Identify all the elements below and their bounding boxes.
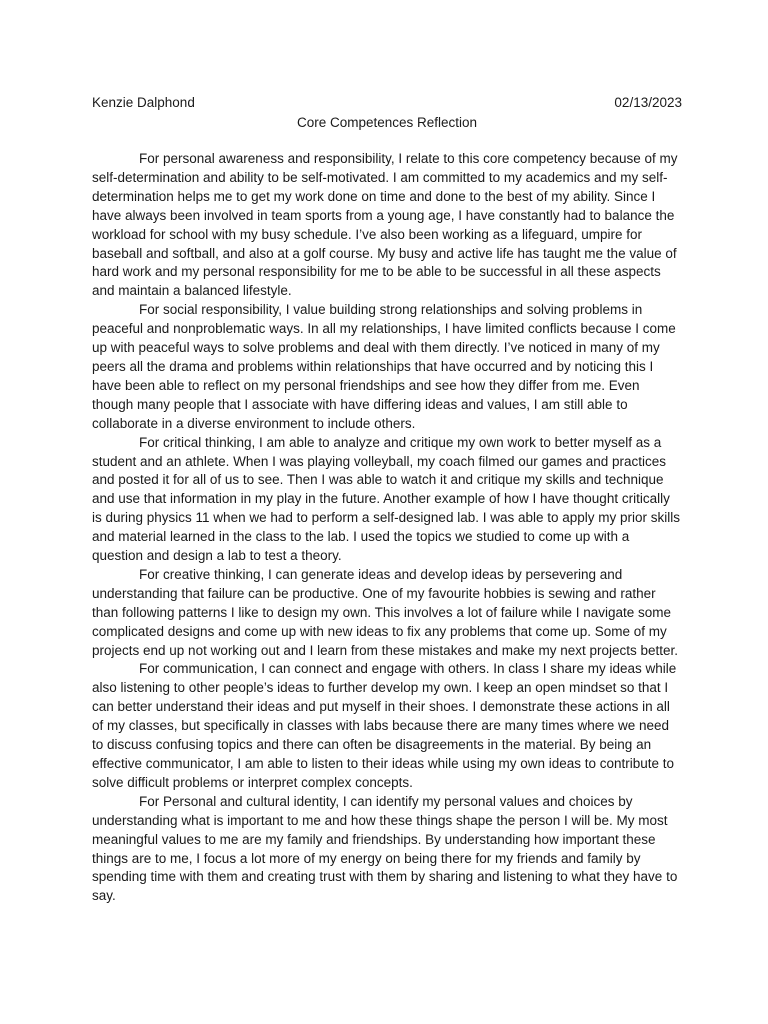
- author-name: Kenzie Dalphond: [92, 95, 195, 110]
- document-title: Core Competences Reflection: [296, 115, 478, 130]
- paragraph-communication: For communication, I can connect and engage with others. In class I share my ideas while also listening to other people’s ideas to further develop my own. I keep an open mindset so that I can better understand their ideas and put myself in their shoes. I demonstrate these actions in all of my classes, but specifically in classes with labs because there are many times where we need to discuss confusing topics and there can often be disagreements in the material. By being an effective communicator, I am able to listen to their ideas while using my own ideas to contribute to solve difficult problems or interpret complex concepts.: [92, 661, 677, 790]
- document-header: [92, 93, 682, 113]
- paragraph-personal-awareness: For personal awareness and responsibility, I relate to this core competency because of my self-determination and ability to be self-motivated. I am committed to my academics and my self-determination helps me to get my work done on time and done to the best of my ability. Since I have always been involved in team sports from a young age, I have constantly had to balance the workload for school with my busy schedule. I’ve also been working as a lifeguard, umpire for baseball and softball, and also at a golf course. My busy and active life has taught me the value of hard work and my personal responsibility for me to be able to be successful in all these aspects and maintain a balanced lifestyle.: [92, 151, 678, 299]
- document-body: [92, 150, 682, 906]
- paragraph-critical-thinking: For critical thinking, I am able to analyze and critique my own work to better myself as a student and an athlete. When I was playing volleyball, my coach filmed our games and practices and posted it for all of us to see. Then I was able to watch it and critique my skills and technique and use that information in my play in the future. Another example of how I have thought critically is during physics 11 when we had to perform a self-designed lab. I was able to apply my prior skills and material learned in the class to the lab. I used the topics we studied to come up with a question and design a lab to test a theory.: [92, 434, 681, 564]
- paragraph-creative-thinking: For creative thinking, I can generate ideas and develop ideas by persevering and understanding that failure can be productive. One of my favourite hobbies is sewing and rather than following patterns I like to design my own. This involves a lot of failure while I navigate some complicated designs and come up with new ideas to fix any problems that come up. Some of my projects end up not working out and I learn from these mistakes and make my next projects better.: [92, 566, 679, 658]
- document-date: 02/13/2023: [614, 95, 682, 110]
- paragraph-personal-cultural-identity: For Personal and cultural identity, I can identify my personal values and choices by understanding what is important to me and how these things shape the person I will be. My most meaningful values to me are my family and friendships. By understanding how important these things are to me, I focus a lot more of my energy on being there for my friends and family by spending time with them and creating trust with them by sharing and listening to what they have to say.: [92, 793, 678, 904]
- paragraph-social-responsibility: For social responsibility, I value building strong relationships and solving problems in peaceful and nonproblematic ways. In all my relationships, I have limited conflicts because I come up with peaceful ways to solve problems and deal with them directly. I’ve noticed in many of my peers all the drama and problems within relationships that have occurred and by noticing this I have been able to reflect on my personal friendships and see how they differ from me. Even though many people that I associate with have differing ideas and values, I am still able to collaborate in a diverse environment to include others.: [92, 302, 676, 431]
